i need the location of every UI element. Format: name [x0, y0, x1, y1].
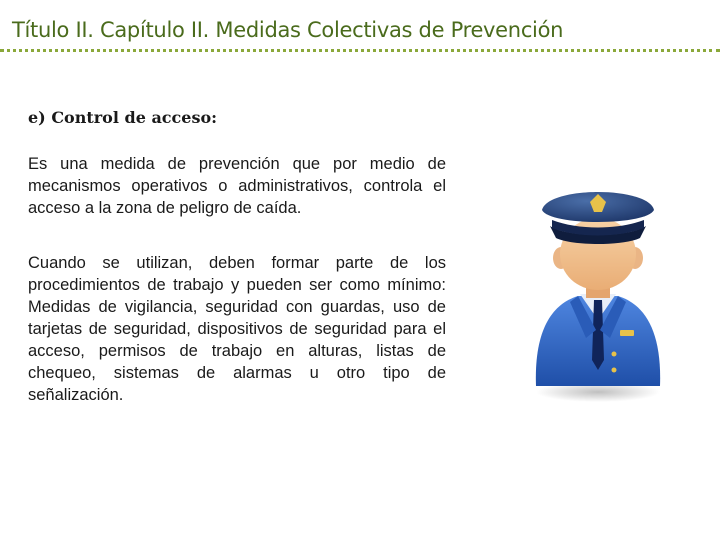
paragraph-definition: Es una medida de prevención que por medio de mecanismos operativos o administrativos, controla el acceso a la zona de peligro de caída.	[28, 155, 446, 217]
slide-title: Título II. Capítulo II. Medidas Colectivas de Prevención	[12, 18, 564, 42]
paragraph-measures: Cuando se utilizan, deben formar parte de los procedimientos de trabajo y pueden ser como mínimo: Medidas de vigilancia, seguridad con guardas, uso de tarjetas de seguridad, dispositivos de seguridad para el acceso, permisos de trabajo en alturas, listas de chequeo, sistemas de alarmas u otro tipo de señalización.	[28, 254, 446, 404]
title-divider	[0, 49, 720, 52]
security-guard-icon	[528, 180, 668, 420]
section-heading: e) Control de acceso:	[28, 108, 218, 127]
